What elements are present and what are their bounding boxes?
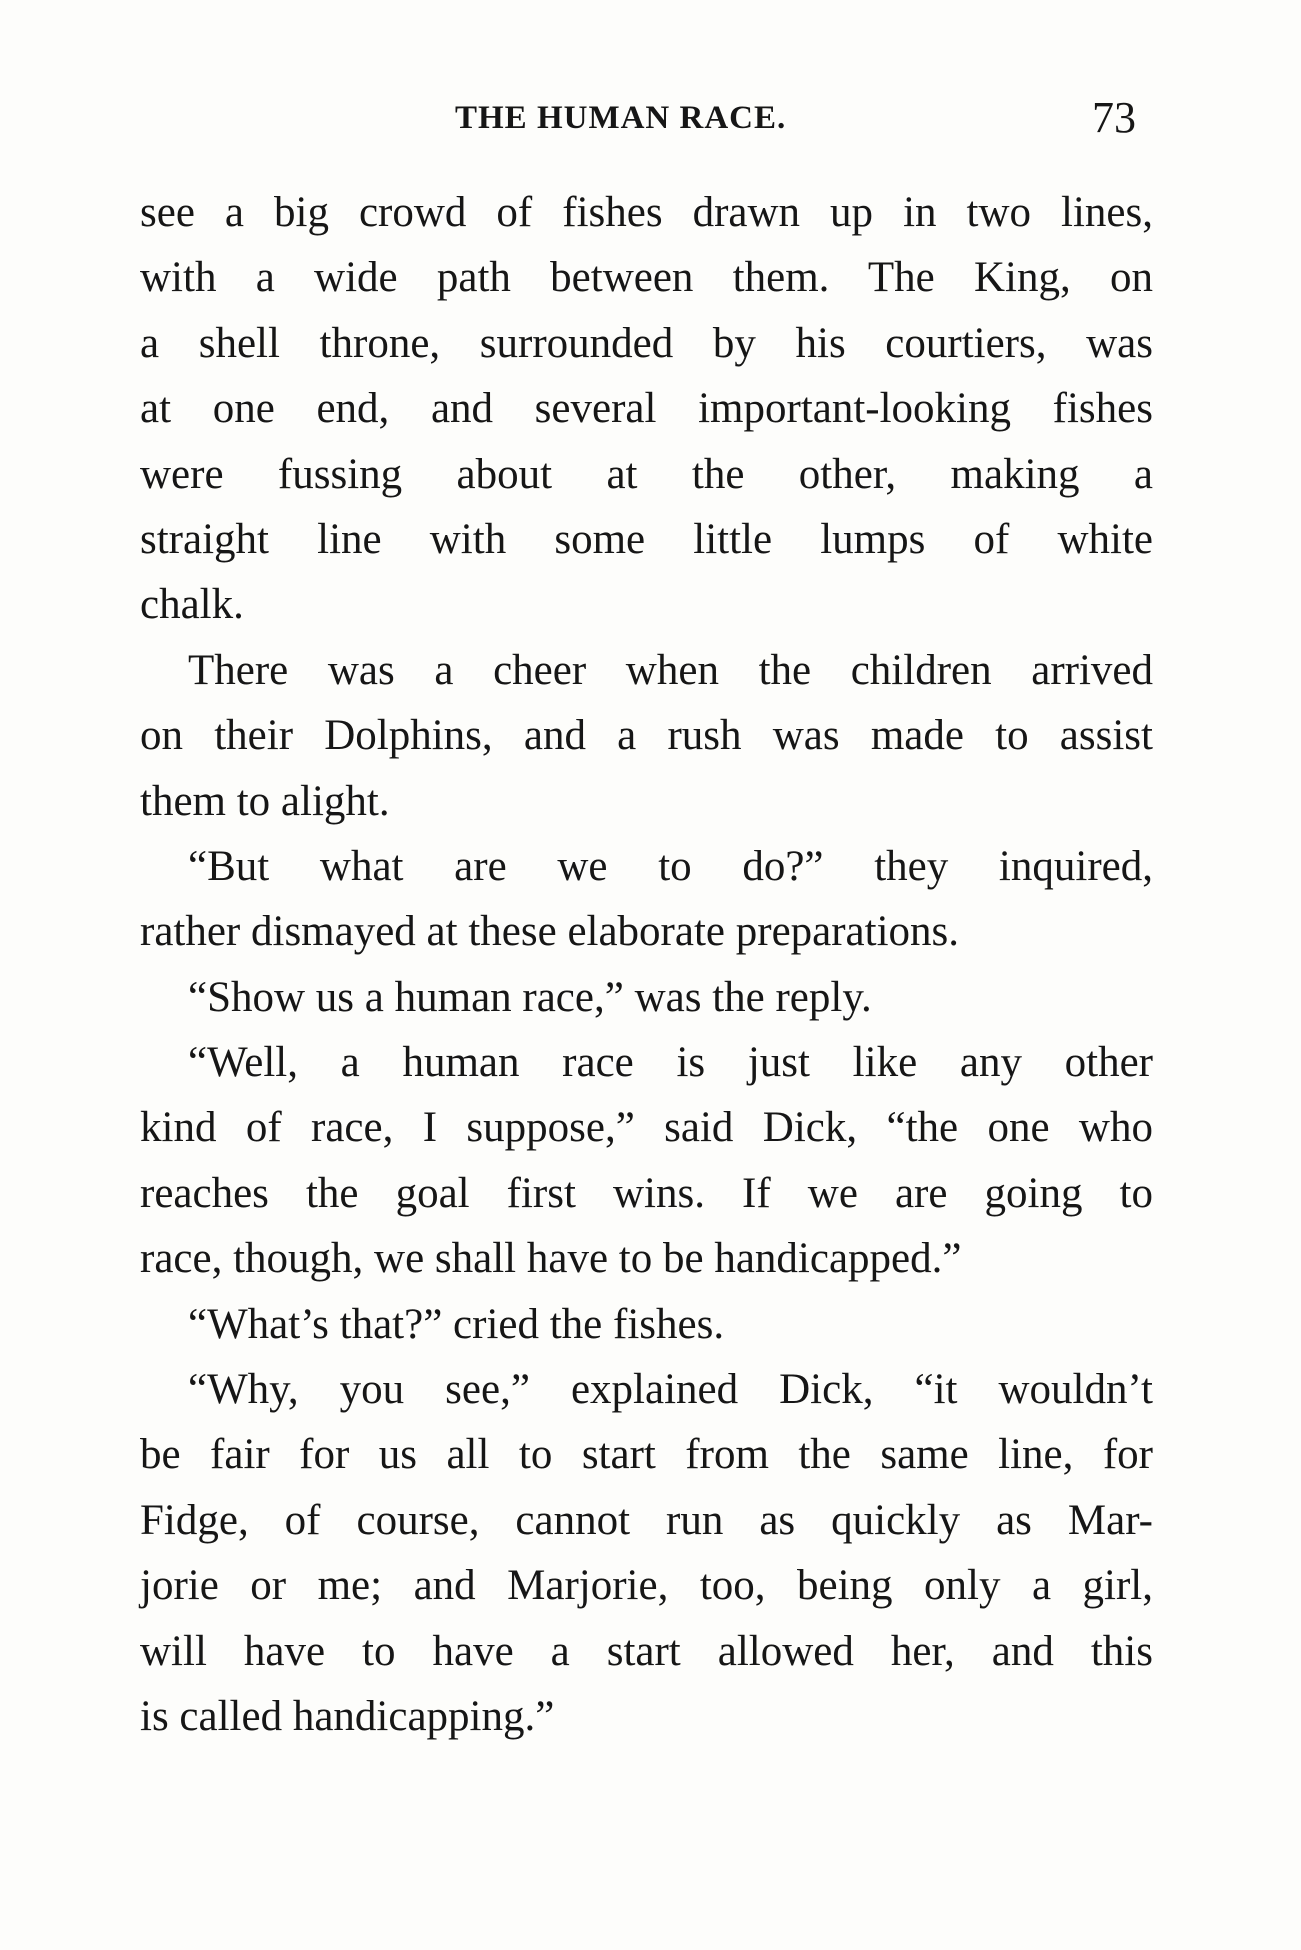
running-title: THE HUMAN RACE. [455,100,787,136]
text-line: jorie or me; and Marjorie, too, being only a girl, [140,1562,1153,1610]
text-line: “What’s that?” cried the fishes. [188,1300,725,1348]
text-line: on their Dolphins, and a rush was made to assist [140,712,1153,760]
text-line: were fussing about at the other, making a [140,450,1153,498]
text-line: rather dismayed at these elaborate preparations. [140,908,960,956]
text-line: at one end, and several important-looking fishes [140,385,1153,433]
text-line: kind of race, I suppose,” said Dick, “the one who [140,1104,1153,1152]
text-line: There was a cheer when the children arrived [188,646,1153,694]
text-line: with a wide path between them. The King, on [140,254,1153,302]
text-line: chalk. [140,581,244,629]
text-line: Fidge, of course, cannot run as quickly as Mar- [140,1496,1153,1544]
text-line: them to alight. [140,777,390,825]
text-line: reaches the goal first wins. If we are going to [140,1169,1153,1217]
text-line: race, though, we shall have to be handicapped.” [140,1235,962,1283]
text-line: is called handicapping.” [140,1692,555,1740]
text-line: straight line with some little lumps of white [140,515,1153,563]
text-line: “Show us a human race,” was the reply. [188,973,872,1021]
text-line: “Why, you see,” explained Dick, “it wouldn’t [188,1366,1153,1414]
text-line: see a big crowd of fishes drawn up in two lines, [140,189,1153,236]
page-number: 73 [1092,93,1136,142]
text-line: will have to have a start allowed her, and this [140,1627,1153,1675]
text-line: “But what are we to do?” they inquired, [188,842,1153,890]
body-text [140,180,1153,1749]
text-line: a shell throne, surrounded by his courtiers, was [140,319,1153,367]
text-line: “Well, a human race is just like any other [188,1039,1153,1087]
running-head [0,93,1301,148]
text-line: be fair for us all to start from the same line, for [140,1431,1153,1479]
